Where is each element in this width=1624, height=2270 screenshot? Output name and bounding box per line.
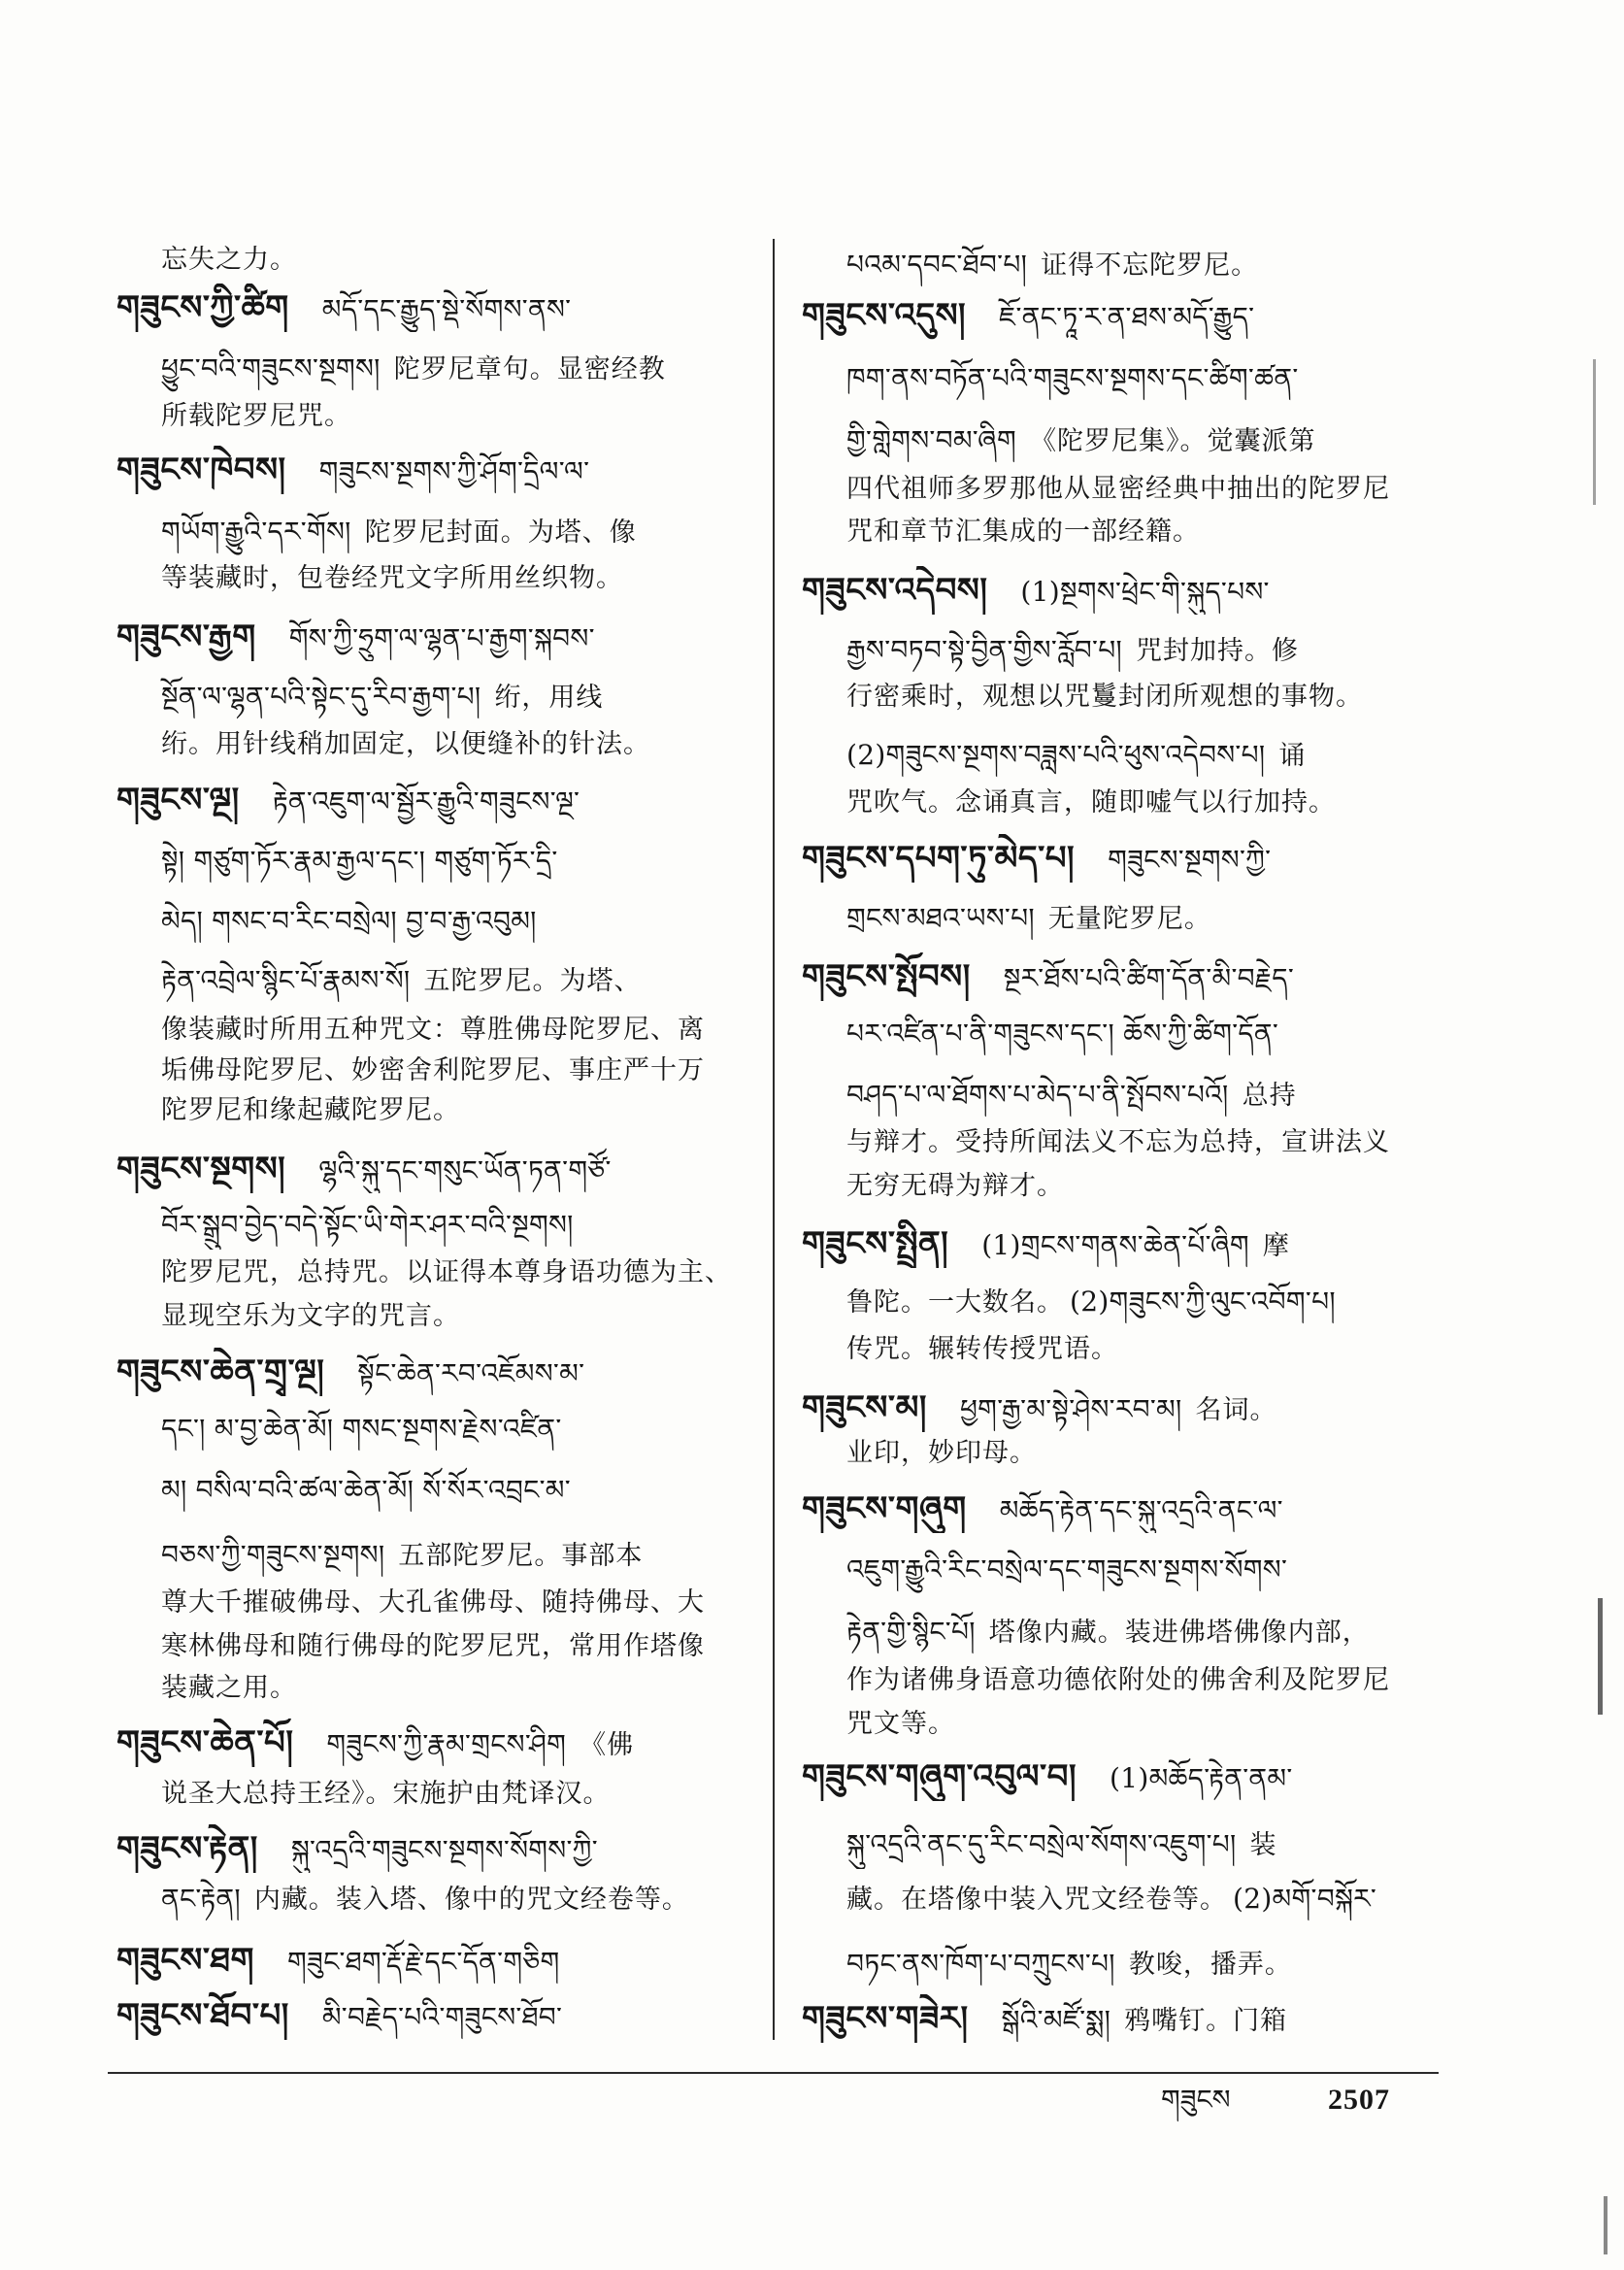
chinese-definition: 五陀罗尼。为塔、 (423, 966, 642, 996)
dictionary-continuation-line (116, 673, 749, 721)
tibetan-definition: རྟེན་གྱི་སྙིང་པོ། (846, 1616, 976, 1648)
chinese-definition: 无穷无碍为辩才。 (846, 1171, 1064, 1201)
dictionary-continuation-line (802, 354, 1444, 403)
chinese-definition: 咒文等。 (846, 1709, 955, 1739)
chinese-definition: 显现空乐为文字的咒言。 (161, 1301, 460, 1331)
chinese-definition: 与辩才。受持所闻法义不忘为总持，宣讲法义 (846, 1127, 1390, 1157)
chinese-definition: 寒林佛母和随行佛母的陀罗尼咒，常用作塔像 (161, 1631, 705, 1661)
headword: གཟུངས་ཆེན་པོ། (116, 1723, 294, 1762)
dictionary-continuation-line (116, 1249, 749, 1297)
chinese-definition: 说圣大总持王经》。宋施护由梵译汉。 (161, 1779, 611, 1809)
dictionary-continuation-line (116, 956, 749, 1005)
dictionary-continuation-line (802, 1010, 1444, 1058)
dictionary-entry-line (116, 1348, 749, 1396)
dictionary-continuation-line (116, 236, 749, 284)
tibetan-definition: མདོ་དང་རྒྱུད་སྡེ་སོགས་ནས་ (321, 293, 572, 325)
scan-mark (1598, 1598, 1603, 1715)
dictionary-continuation-line (116, 1875, 749, 1923)
tibetan-definition: མཆོད་རྟེན་དང་སྐུ་འདྲའི་ནང་ལ་ (999, 1494, 1283, 1526)
headword: གཟུངས་དཔག་ཏུ་མེད་པ། (802, 839, 1076, 878)
headword: གཟུངས་རྒྱག (116, 618, 256, 656)
dictionary-continuation-line (116, 392, 749, 441)
dictionary-continuation-line (802, 1940, 1444, 1988)
tibetan-definition: ཇོ་ནང་ཏཱ་ར་ན་ཐས་མདོ་རྒྱུད་ (999, 301, 1255, 333)
tibetan-definition: གྲངས་མཐའ་ཡས་པ། (846, 902, 1035, 934)
headword: གཟུངས་མ། (802, 1388, 927, 1427)
dictionary-entry-line (802, 1219, 1444, 1268)
dictionary-continuation-line (802, 465, 1444, 514)
chinese-definition: 传咒。辗转传授咒语。 (846, 1334, 1118, 1364)
dictionary-continuation-line (802, 1162, 1444, 1211)
chinese-definition: 五部陀罗尼。事部本 (398, 1541, 644, 1571)
tibetan-definition: ནང་རྟེན། (161, 1883, 241, 1915)
right-column (802, 0, 1444, 2136)
tibetan-definition: པའམ་དབང་ཐོབ་པ། (846, 249, 1028, 281)
dictionary-continuation-line (802, 673, 1444, 721)
tibetan-definition: མེད། གསང་བ་རིང་བསྲེལ། བྱ་བ་རྒྱ་འབུམ། (161, 905, 537, 937)
tibetan-definition: གཡོག་རྒྱུའི་དར་གོས། (161, 516, 351, 548)
dictionary-continuation-line (802, 1875, 1444, 1923)
dictionary-entry-line (802, 1485, 1444, 1533)
chinese-definition: 塔像内藏。装进佛塔佛像内部， (988, 1618, 1370, 1648)
chinese-definition: 绗。用针线稍加固定，以便缝补的针法。 (161, 729, 650, 759)
dictionary-continuation-line (802, 626, 1444, 675)
dictionary-entry-line (802, 566, 1444, 615)
tibetan-definition: གཟུངས་སྔགས་ཀྱི་ཤོག་དྲིལ་ལ་ (318, 455, 590, 487)
scan-mark (1604, 2196, 1607, 2254)
dictionary-entry-line (116, 1991, 749, 2040)
dictionary-entry-line (802, 834, 1444, 883)
headword: གཟུངས་འདུས། (802, 296, 967, 335)
tibetan-definition: སྐུ་འདྲའི་གཟུངས་སྔགས་སོགས་ཀྱི་ (290, 1834, 598, 1866)
dictionary-entry-line (116, 1145, 749, 1193)
dictionary-continuation-line (116, 508, 749, 556)
tibetan-definition: སྟེ། གཙུག་ཏོར་རྣམ་རྒྱལ་དང་། གཙུག་ཏོར་དྲི་ (161, 845, 558, 877)
chinese-definition: 装 (1249, 1830, 1277, 1860)
dictionary-entry-line (116, 1824, 749, 1873)
chinese-definition: 尊大千摧破佛母、大孔雀佛母、随持佛母、大 (161, 1587, 705, 1618)
dictionary-continuation-line (802, 1546, 1444, 1594)
dictionary-continuation-line (116, 1292, 749, 1341)
chinese-definition: 咒吹气。念诵真言，随即嘘气以行加持。 (846, 787, 1336, 818)
dictionary-entry-line (116, 284, 749, 332)
headword: གཟུངས་གཞུག་འབུལ་བ། (802, 1757, 1077, 1796)
tibetan-definition: དང་། མ་བྱ་ཆེན་མོ། གསང་སྔགས་རྗེས་འཛིན་ (161, 1413, 562, 1445)
dictionary-continuation-line (802, 1700, 1444, 1749)
tibetan-definition: བཅས་ཀྱི་གཟུངས་སྔགས། (161, 1539, 385, 1571)
dictionary-continuation-line (116, 1405, 749, 1453)
tibetan-definition: རྟེན་འབྲེལ་སྙིང་པོ་རྣམས་སོ། (161, 964, 411, 996)
tibetan-definition: རྒྱས་བཏབ་སྟེ་བྱིན་གྱིས་རློབ་པ། (846, 634, 1122, 666)
running-head: གཟུངས (1161, 2084, 1231, 2116)
tibetan-definition: བཏང་ནས་ཁོག་པ་བཀྲུངས་པ། (846, 1948, 1115, 1980)
chinese-definition: 摩 (1262, 1231, 1290, 1261)
chinese-definition: 业印，妙印母。 (846, 1438, 1037, 1468)
dictionary-continuation-line (116, 837, 749, 885)
dictionary-continuation-line (116, 554, 749, 603)
left-column (116, 0, 749, 2136)
tibetan-definition: གཟུངས་ཀྱི་རྣམ་གྲངས་ཤིག (326, 1728, 567, 1760)
tibetan-definition: འཇུག་རྒྱུའི་རིང་བསྲེལ་དང་གཟུངས་སྔགས་སོགས་ (846, 1553, 1288, 1586)
chinese-definition: 鸦嘴钉。门箱 (1124, 2006, 1288, 2036)
dictionary-continuation-line (116, 1664, 749, 1713)
chinese-definition: 陀罗尼咒，总持咒。以证得本尊身语功德为主、 (161, 1257, 732, 1287)
chinese-definition: 《陀罗尼集》。觉囊派第 (1030, 426, 1316, 456)
chinese-definition: 忘失之力。 (161, 245, 297, 275)
headword: གཟུངས་ཀྱི་ཚིག (116, 288, 289, 327)
dictionary-continuation-line (116, 1579, 749, 1627)
dictionary-continuation-line (802, 1656, 1444, 1705)
chinese-definition: 陀罗尼封面。为塔、像 (364, 517, 637, 548)
chinese-definition: 绗，用线 (494, 683, 604, 713)
chinese-definition: 四代祖师多罗那他从显密经典中抽出的陀罗尼 (846, 474, 1390, 504)
dictionary-continuation-line (802, 1608, 1444, 1656)
chinese-definition: 无量陀罗尼。 (1047, 904, 1211, 934)
headword: གཟུངས་གཞུག (802, 1489, 967, 1528)
dictionary-entry-line (802, 1753, 1444, 1801)
dictionary-continuation-line (802, 1325, 1444, 1374)
chinese-definition: 名词。 (1195, 1395, 1277, 1425)
headword: གཟུངས་ཁེབས། (116, 451, 286, 489)
tibetan-definition: སྐུ་འདྲའི་ནང་དུ་རིང་བསྲེལ་སོགས་འཇུག་པ། (846, 1828, 1237, 1860)
chinese-definition: 教唆，播弄。 (1128, 1950, 1292, 1980)
tibetan-definition: གཟུངས་སྔགས་ཀྱི་ (1108, 844, 1272, 876)
dictionary-entry-line (116, 446, 749, 494)
headword: གཟུངས་ལྔ། (116, 781, 240, 819)
tibetan-definition: ཁག་ནས་བཏོན་པའི་གཟུངས་སྔགས་དང་ཚིག་ཚན་ (846, 362, 1299, 394)
dictionary-continuation-line (116, 1531, 749, 1580)
dictionary-continuation-line (116, 345, 749, 393)
scan-mark (1593, 359, 1596, 505)
dictionary-continuation-line (802, 731, 1444, 780)
tibetan-definition: སྒོའི་མཛོ་སྨ། (1001, 2004, 1111, 2036)
chinese-definition: 装藏之用。 (161, 1673, 297, 1703)
tibetan-definition: མ། བསིལ་བའི་ཚལ་ཆེན་མོ། སོ་སོར་འབྲང་མ་ (161, 1474, 571, 1506)
headword: གཟུངས་སྤྲིན། (802, 1224, 949, 1263)
chinese-definition: 咒和章节汇集成的一部经籍。 (846, 517, 1200, 547)
tibetan-definition: ཕྱག་རྒྱ་མ་སྟེ་ཤེས་རབ་མ། (959, 1393, 1182, 1425)
headword: གཟུངས་སྤོབས། (802, 957, 971, 996)
page-number: 2507 (1328, 2084, 1390, 2116)
dictionary-continuation-line (116, 1201, 749, 1250)
headword: གཟུངས་ཐག (116, 1941, 254, 1980)
tibetan-definition: (1)གྲངས་གནས་ཆེན་པོ་ཞིག (981, 1229, 1249, 1261)
chinese-definition: 诵 (1278, 741, 1307, 771)
dictionary-entry-line (116, 1936, 749, 1985)
chinese-definition: 藏。在塔像中装入咒文经卷等。 (846, 1885, 1227, 1915)
tibetan-definition: སྔར་ཐོས་པའི་ཚིག་དོན་མི་བརྗེད་ (1003, 962, 1295, 994)
chinese-definition: 证得不忘陀罗尼。 (1041, 250, 1259, 281)
dictionary-continuation-line (116, 1770, 749, 1819)
column-divider (773, 239, 775, 2040)
tibetan-definition: (1)སྔགས་ཕྲེང་གི་སྐུད་པས་ (1020, 576, 1270, 608)
dictionary-continuation-line (802, 1429, 1444, 1478)
tibetan-definition: ཕྱུང་བའི་གཟུངས་སྔགས། (161, 352, 381, 384)
chinese-definition: 咒封加持。修 (1135, 636, 1299, 666)
chinese-definition: 像装藏时所用五种咒文：尊胜佛母陀罗尼、离 (161, 1015, 705, 1045)
chinese-definition: 垢佛母陀罗尼、妙密舍利陀罗尼、事庄严十万 (161, 1055, 705, 1085)
dictionary-continuation-line (802, 894, 1444, 943)
tibetan-definition: རྟེན་འཇུག་ལ་སྦྱོར་རྒྱུའི་གཟུངས་ལྔ་ (272, 785, 580, 818)
dictionary-entry-line (802, 1994, 1444, 2043)
dictionary-continuation-line (802, 417, 1444, 465)
chinese-definition: 内藏。装入塔、像中的咒文经卷等。 (253, 1885, 689, 1915)
dictionary-entry-line (802, 291, 1444, 340)
tibetan-definition: པར་འཛིན་པ་ནི་གཟུངས་དང་། ཆོས་ཀྱི་ཚིག་དོན་ (846, 1018, 1279, 1050)
dictionary-continuation-line (802, 1071, 1444, 1119)
tibetan-definition: བཤད་པ་ལ་ཐོགས་པ་མེད་པ་ནི་སྤོབས་པའོ། (846, 1079, 1229, 1111)
dictionary-continuation-line (802, 1820, 1444, 1869)
tibetan-definition: (2)མགོ་བསྐོར་ (1233, 1883, 1377, 1915)
headword: གཟུངས་ཐོབ་པ། (116, 1996, 289, 2035)
chinese-definition: 《佛 (580, 1730, 635, 1760)
dictionary-continuation-line (802, 241, 1444, 289)
dictionary-continuation-line (116, 1466, 749, 1515)
tibetan-definition: གོས་ཀྱི་ཧྲུག་ལ་ལྷན་པ་རྒྱག་སྐབས་ (288, 622, 595, 654)
chinese-definition: 总持 (1242, 1081, 1297, 1111)
headword: གཟུངས་འདེབས། (802, 571, 988, 610)
headword: གཟུངས་གཟེར། (802, 1999, 969, 2038)
chinese-definition: 陀罗尼章句。显密经教 (393, 354, 666, 384)
footer-rule (108, 2072, 1439, 2074)
headword: གཟུངས་ཆེན་གྲྭ་ལྔ། (116, 1352, 325, 1391)
tibetan-definition: བོར་སྒྲུབ་བྱེད་བདེ་སྟོང་ཡི་གེར་ཤར་བའི་སྔགས། (161, 1209, 574, 1241)
dictionary-continuation-line (802, 779, 1444, 827)
tibetan-definition: སྟོང་ཆེན་རབ་འཇོམས་མ་ (357, 1357, 585, 1389)
tibetan-definition: གཟུང་ཐག་རྡོ་རྗེ་དང་དོན་གཅིག (286, 1946, 560, 1978)
tibetan-definition: གྱི་གླེགས་བམ་ཞིག (846, 424, 1017, 456)
tibetan-definition: (2)གཟུངས་ཀྱི་ལུང་འབོག་པ། (1070, 1285, 1336, 1318)
tibetan-definition: མི་བརྗེད་པའི་གཟུངས་ཐོབ་ (321, 2001, 563, 2033)
dictionary-continuation-line (116, 720, 749, 769)
chinese-definition: 行密乘时，观想以咒鬘封闭所观想的事物。 (846, 682, 1363, 712)
tibetan-definition: (2)གཟུངས་སྔགས་བཟླས་པའི་ཕུས་འདེབས་པ། (846, 739, 1266, 771)
chinese-definition: 作为诸佛身语意功德依附处的佛舍利及陀罗尼 (846, 1665, 1390, 1695)
tibetan-definition: སྔོན་ལ་ལྷན་པའི་སྟེང་དུ་རིབ་རྒྱག་པ། (161, 681, 481, 713)
chinese-definition: 所载陀罗尼咒。 (161, 401, 351, 431)
tibetan-definition: (1)མཆོད་རྟེན་ནམ་ (1110, 1762, 1293, 1794)
dictionary-continuation-line (802, 1278, 1444, 1326)
headword: གཟུངས་སྔགས། (116, 1150, 286, 1188)
dictionary-entry-line (802, 1384, 1444, 1432)
dictionary-entry-line (116, 1719, 749, 1767)
tibetan-definition: ལྷའི་སྐུ་དང་གསུང་ཡོན་ཏན་གཙོ་ (318, 1154, 612, 1186)
headword: གཟུངས་རྟེན། (116, 1829, 258, 1868)
chinese-definition: 等装藏时，包卷经咒文字所用丝织物。 (161, 563, 623, 593)
dictionary-continuation-line (802, 508, 1444, 556)
dictionary-continuation-line (802, 1118, 1444, 1167)
dictionary-entry-line (116, 776, 749, 824)
chinese-definition: 陀罗尼和缘起藏陀罗尼。 (161, 1095, 460, 1125)
dictionary-entry-line (802, 952, 1444, 1001)
dictionary-continuation-line (116, 1086, 749, 1135)
dictionary-continuation-line (116, 897, 749, 946)
chinese-definition: 鲁陀。一大数名。 (846, 1287, 1064, 1318)
dictionary-entry-line (116, 613, 749, 661)
